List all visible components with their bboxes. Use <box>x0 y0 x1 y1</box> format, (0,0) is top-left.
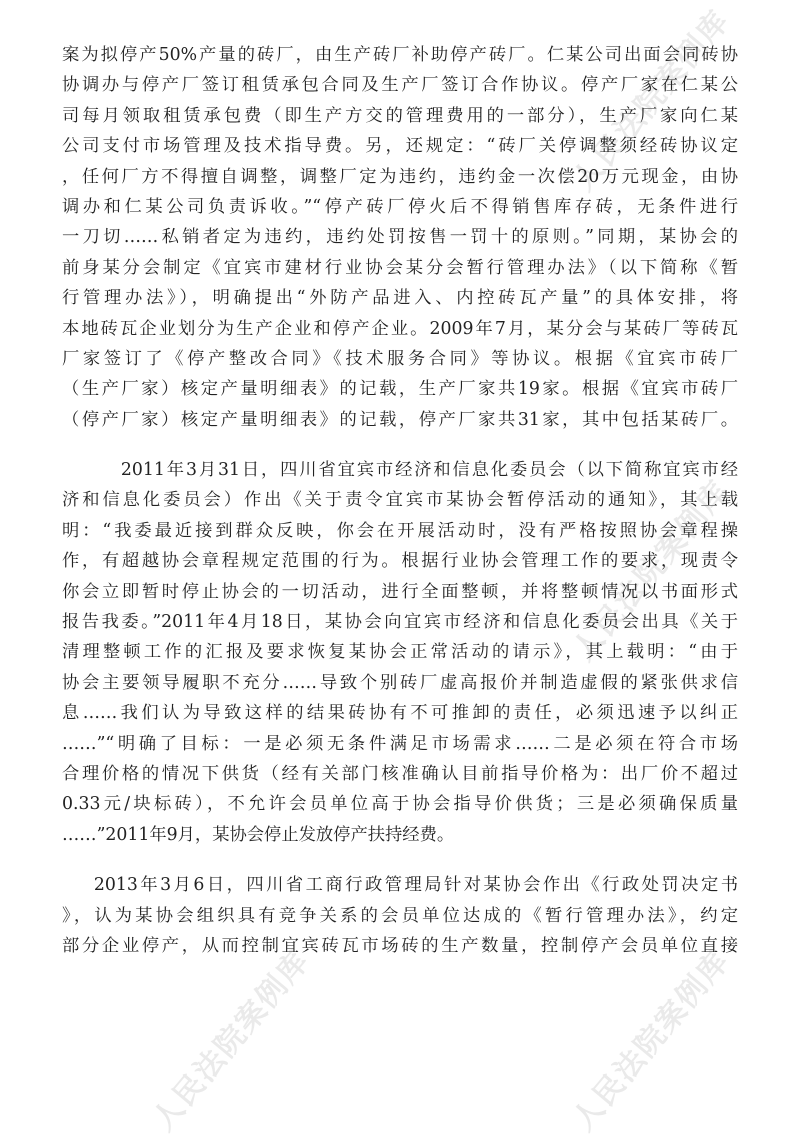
text-line: 司每月领取租赁承包费（即生产方交的管理费用的一部分），生产厂家向仁某 <box>62 105 738 126</box>
text-line: 一刀切……私销者定为违约，违约处罚按售一罚十的原则。”同期，某协会的 <box>62 227 738 248</box>
text-line: 0.33元/块标砖），不允许会员单位高于协会指导价供货；三是必须确保质量 <box>62 794 738 815</box>
text-line: 济和信息化委员会）作出《关于责令宜宾市某协会暂停活动的通知》，其上载 <box>62 490 738 511</box>
text-line: ……”2011年9月，某协会停止发放停产扶持经费。 <box>62 824 455 845</box>
paragraph <box>62 40 738 435</box>
text-line: 前身某分会制定《宜宾市建材行业协会某分会暂行管理办法》（以下简称《暂 <box>62 257 738 278</box>
text-line: （停产厂家）核定产量明细表》的记载，停产厂家共31家，其中包括某砖厂。 <box>62 409 738 430</box>
text-line: 》，认为某协会组织具有竞争关系的会员单位达成的《暂行管理办法》，约定 <box>62 905 738 926</box>
text-line: 调办和仁某公司负责诉收。”“停产砖厂停火后不得销售库存砖，无条件进行 <box>62 196 738 217</box>
text-line: 作，有超越协会章程规定范围的行为。根据行业协会管理工作的要求，现责令 <box>62 551 738 572</box>
text-line: 2011年3月31日，四川省宜宾市经济和信息化委员会（以下简称宜宾市经 <box>62 460 738 481</box>
text-line: 2013年3月6日，四川省工商行政管理局针对某协会作出《行政处罚决定书 <box>62 875 738 896</box>
text-line: 协调办与停产厂签订租赁承包合同及生产厂签订合作协议。停产厂家在仁某公 <box>62 75 738 96</box>
text-line: 部分企业停产，从而控制宜宾砖瓦市场砖的生产数量，控制停产会员单位直接 <box>62 935 738 956</box>
text-line: 报告我委。”2011年4月18日，某协会向宜宾市经济和信息化委员会出具《关于 <box>62 612 738 633</box>
text-line: （生产厂家）核定产量明细表》的记载，生产厂家共19家。根据《宜宾市砖厂 <box>62 379 738 400</box>
watermark: 人民法院案例库 <box>566 943 737 1138</box>
text-line: 行管理办法》），明确提出“外防产品进入、内控砖瓦产量”的具体安排，将 <box>62 288 738 309</box>
document-body <box>62 40 738 961</box>
paragraph <box>62 455 738 850</box>
text-line: ……”“明确了目标：一是必须无条件满足市场需求……二是必须在符合市场 <box>62 733 738 754</box>
text-line: 厂家签订了《停产整改合同》《技术服务合同》等协议。根据《宜宾市砖厂 <box>62 348 738 369</box>
watermark: 人民法院案例库 <box>566 473 737 668</box>
text-line: 合理价格的情况下供货（经有关部门核准确认目前指导价格为：出厂价不超过 <box>62 763 738 784</box>
text-line: 案为拟停产50%产量的砖厂，由生产砖厂补助停产砖厂。仁某公司出面会同砖协 <box>62 45 738 65</box>
watermark: 人民法院案例库 <box>566 3 737 198</box>
text-line: ，任何厂方不得擅自调整，调整厂定为违约，违约金一次偿20万元现金，由协 <box>62 166 738 187</box>
text-line: 公司支付市场管理及技术指导费。另，还规定：“砖厂关停调整须经砖协议定 <box>62 136 738 157</box>
paragraph <box>62 870 738 961</box>
text-line: 协会主要领导履职不充分……导致个别砖厂虚高报价并制造虚假的紧张供求信 <box>62 672 738 693</box>
watermark: 人民法院案例库 <box>146 943 317 1138</box>
text-line: 本地砖瓦企业划分为生产企业和停产企业。2009年7月，某分会与某砖厂等砖瓦 <box>62 318 738 339</box>
text-line: 你会立即暂时停止协会的一切活动，进行全面整顿，并将整顿情况以书面形式 <box>62 581 738 602</box>
text-line: 息……我们认为导致这样的结果砖协有不可推卸的责任，必须迅速予以纠正 <box>62 703 738 724</box>
text-line: 清理整顿工作的汇报及要求恢复某协会正常活动的请示》，其上载明：“由于 <box>62 642 738 663</box>
text-line: 明：“我委最近接到群众反映，你会在开展活动时，没有严格按照协会章程操 <box>62 520 738 541</box>
